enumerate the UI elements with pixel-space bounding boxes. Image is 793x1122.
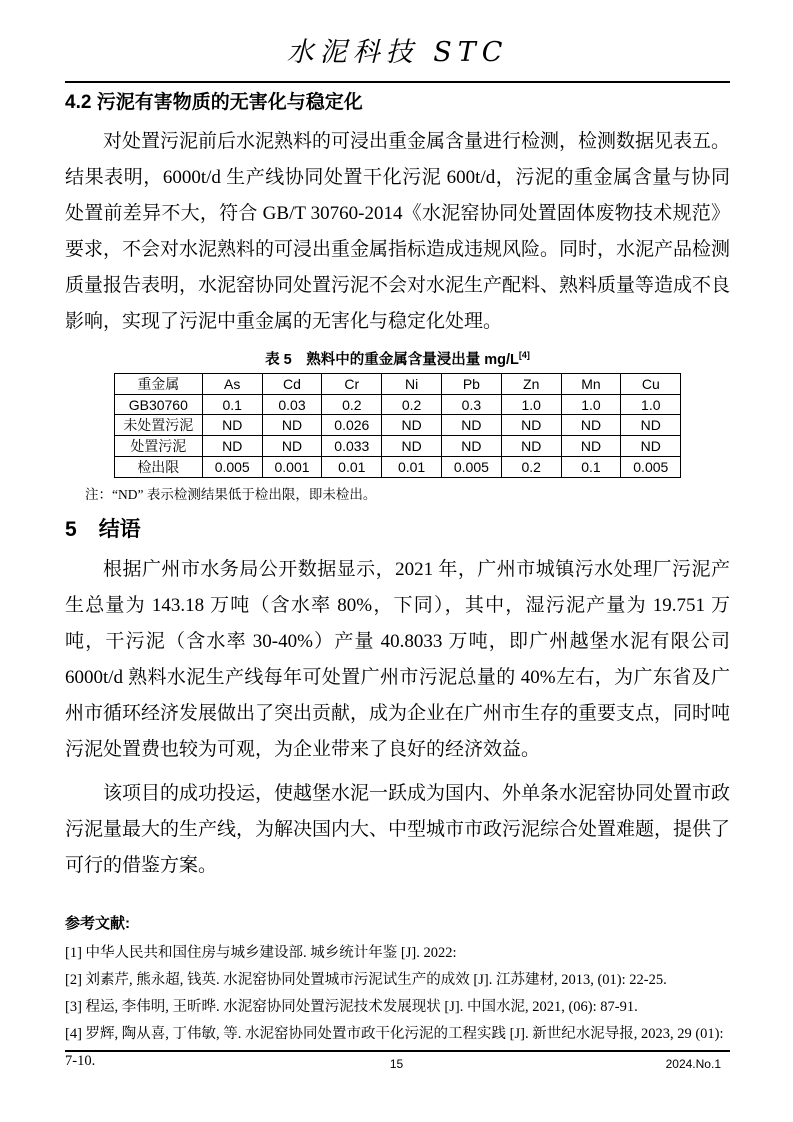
table-header-cell: Cu (621, 373, 681, 394)
table-cell: 处置污泥 (114, 436, 202, 457)
section-4-2-paragraph: 对处置污泥前后水泥熟料的可浸出重金属含量进行检测，检测数据见表五。结果表明，6000t/d 生产线协同处置干化污泥 600t/d，污泥的重金属含量与协同处置前差异不大，符合 GB/T 30760-2014《水泥窑协同处置固体废物技术规范》要求，不会对水泥熟料的可浸出重金属指标造成违规风险。同时，水泥产品检测质量报告表明，水泥窑协同处置污泥不会对水泥生产配料、熟料质量等造成不良影响，实现了污泥中重金属的无害化与稳定化处理。 (65, 131, 731, 332)
table-cell: 0.001 (262, 457, 322, 478)
table-row (114, 394, 680, 415)
table-cell: 1.0 (621, 394, 681, 415)
table-header-row (114, 373, 680, 394)
reference-item: [3] 程运, 李伟明, 王昕晔. 水泥窑协同处置污泥技术发展现状 [J]. 中国水泥, 2021, (06): 87-91. (65, 999, 638, 1016)
table-header-cell: Cd (262, 373, 322, 394)
reference-item: [1] 中华人民共和国住房与城乡建设部. 城乡统计年鉴 [J]. 2022: (65, 945, 457, 962)
table-cell: ND (442, 415, 502, 436)
table-header-cell: Pb (442, 373, 502, 394)
table-cell: 0.005 (202, 457, 262, 478)
table-cell: 0.2 (322, 394, 382, 415)
table-cell: 0.005 (442, 457, 502, 478)
table-header-cell: As (202, 373, 262, 394)
table-cell: ND (621, 436, 681, 457)
table-cell: 0.01 (382, 457, 442, 478)
heavy-metals-table (114, 373, 681, 479)
table-cell: ND (561, 415, 621, 436)
table-cell: 1.0 (501, 394, 561, 415)
table-header-cell: Cr (322, 373, 382, 394)
table-cell: ND (621, 415, 681, 436)
table-cell: ND (202, 415, 262, 436)
table-cell: 0.1 (202, 394, 262, 415)
table-header-cell: 重金属 (114, 373, 202, 394)
table-cell: ND (442, 436, 502, 457)
table-cell: GB30760 (114, 394, 202, 415)
footer-rule (65, 1050, 730, 1052)
table-header-cell: Ni (382, 373, 442, 394)
table-header-cell: Mn (561, 373, 621, 394)
section-5-number: 5 (65, 518, 77, 542)
table-caption-superscript: [4] (518, 350, 530, 360)
table-cell: 0.03 (262, 394, 322, 415)
section-5-paragraph-1: 根据广州市水务局公开数据显示，2021 年，广州市城镇污水处理厂污泥产生总量为 143.18 万吨（含水率 80%，下同），其中，湿污泥产量为 19.751 万吨，干污泥（含水率 30-40%）产量 40.8033 万吨，即广州越堡水泥有限公司 6000t/d 熟料水泥生产线每年可处置广州市污泥总量的 40%左右，为广东省及广州市循环经济发展做出了突出贡献，成为企业在广州市生存的重要支点，同时吨污泥处置费也较为可观，为企业带来了良好的经济效益。 (65, 559, 731, 761)
table-caption (65, 346, 730, 370)
table-cell: 0.3 (442, 394, 502, 415)
table-caption-text: 表 5 熟料中的重金属含量浸出量 mg/L (265, 351, 519, 368)
table-header-cell: Zn (501, 373, 561, 394)
table-cell: 1.0 (561, 394, 621, 415)
table-cell: 0.2 (501, 457, 561, 478)
footer-page-number: 15 (389, 1057, 404, 1071)
table-cell: 0.01 (322, 457, 382, 478)
header-rule (65, 81, 730, 83)
reference-item: [4] 罗辉, 陶从喜, 丁伟敏, 等. 水泥窑协同处置市政干化污泥的工程实践 [J]. 新世纪水泥导报, 2023, 29 (01): 7-10. (65, 1026, 724, 1070)
footer-issue-label: 2024.No.1 (665, 1057, 721, 1071)
section-4-2-heading: 4.2 污泥有害物质的无害化与稳定化 (65, 92, 363, 113)
table-note: 注：“ND” 表示检测结果低于检出限，即未检出。 (85, 487, 377, 503)
table-row (114, 457, 680, 478)
table-cell: 0.2 (382, 394, 442, 415)
journal-title: 水泥科技 STC (286, 37, 509, 68)
table-cell: ND (382, 436, 442, 457)
table-cell: ND (501, 436, 561, 457)
table-cell: 0.033 (322, 436, 382, 457)
table-cell: ND (382, 415, 442, 436)
table-cell: 0.1 (561, 457, 621, 478)
section-5-heading (65, 516, 730, 544)
section-5-paragraph-2: 该项目的成功投运，使越堡水泥一跃成为国内、外单条水泥窑协同处置市政污泥量最大的生产线，为解决国内大、中型城市市政污泥综合处置难题，提供了可行的借鉴方案。 (65, 783, 731, 877)
reference-item: [2] 刘素芹, 熊永超, 钱英. 水泥窑协同处置城市污泥试生产的成效 [J]. 江苏建材, 2013, (01): 22-25. (65, 972, 667, 989)
table-row (114, 436, 680, 457)
section-5-title: 结语 (98, 518, 141, 542)
table-cell: ND (501, 415, 561, 436)
table-row (114, 415, 680, 436)
table-cell: ND (561, 436, 621, 457)
table-cell: 未处置污泥 (114, 415, 202, 436)
references-list (65, 940, 730, 1075)
table-cell: ND (262, 436, 322, 457)
table-cell: 检出限 (114, 457, 202, 478)
table-cell: 0.005 (621, 457, 681, 478)
table-cell: ND (262, 415, 322, 436)
table-cell: 0.026 (322, 415, 382, 436)
table-cell: ND (202, 436, 262, 457)
references-heading: 参考文献: (65, 915, 130, 933)
